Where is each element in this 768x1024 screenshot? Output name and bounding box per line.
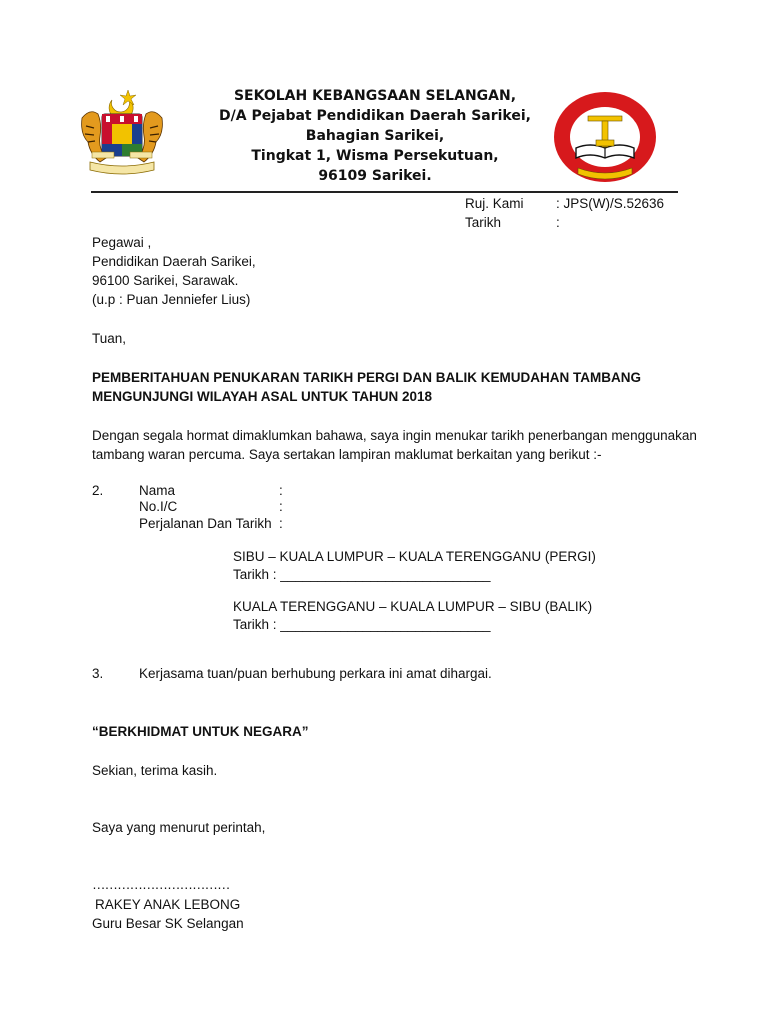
letterhead-divider	[91, 191, 678, 193]
body-paragraph-line: tambang waran percuma. Saya sertakan lampiran maklumat berkaitan yang berikut :-	[92, 447, 602, 462]
field-colon: :	[279, 516, 283, 531]
subject-line: MENGUNJUNGI WILAYAH ASAL UNTUK TAHUN 2018	[92, 389, 433, 404]
route-return: KUALA TERENGGANU – KUALA LUMPUR – SIBU (BALIK)	[233, 599, 593, 614]
address-line: 96109 Sarikei.	[318, 168, 432, 184]
malaysia-coat-of-arms-icon	[76, 86, 168, 178]
date-value: :	[556, 215, 560, 230]
ref-value: : JPS(W)/S.52636	[556, 196, 665, 211]
address-line: Bahagian Sarikei,	[305, 128, 445, 144]
item-number: 3.	[92, 666, 104, 681]
signature-line: ……………………………	[92, 877, 230, 892]
address-line: D/A Pejabat Pendidikan Daerah Sarikei,	[219, 108, 531, 124]
recipient-line: Pegawai ,	[92, 235, 152, 250]
route-return-date: Tarikh : ____________________________	[233, 617, 491, 632]
field-label: Perjalanan Dan Tarikh	[139, 516, 272, 531]
salutation: Tuan,	[92, 331, 127, 346]
route-outbound: SIBU – KUALA LUMPUR – KUALA TERENGGANU (PERGI)	[233, 549, 596, 564]
recipient-line: Pendidikan Daerah Sarikei,	[92, 254, 256, 269]
letterhead	[0, 0, 768, 200]
field-label: No.I/C	[139, 499, 178, 514]
school-name: SEKOLAH KEBANGSAAN SELANGAN,	[233, 88, 517, 104]
closing-thanks: Sekian, terima kasih.	[92, 763, 218, 778]
item-text: Kerjasama tuan/puan berhubung perkara ini amat dihargai.	[139, 666, 492, 681]
item-number: 2.	[92, 483, 104, 498]
motto: “BERKHIDMAT UNTUK NEGARA”	[92, 724, 309, 739]
body-paragraph-line: Dengan segala hormat dimaklumkan bahawa, saya ingin menukar tarikh penerbangan menggunakan	[92, 428, 697, 443]
field-colon: :	[279, 483, 283, 498]
field-colon: :	[279, 499, 283, 514]
route-outbound-date: Tarikh : ____________________________	[233, 567, 491, 582]
ref-label: Ruj. Kami	[465, 196, 524, 211]
recipient-line: 96100 Sarikei, Sarawak.	[92, 273, 239, 288]
recipient-line: (u.p : Puan Jenniefer Lius)	[92, 292, 251, 307]
field-label: Nama	[139, 483, 176, 498]
signatory-title: Guru Besar SK Selangan	[92, 916, 244, 931]
closing-order: Saya yang menurut perintah,	[92, 820, 266, 835]
signatory-name: RAKEY ANAK LEBONG	[95, 897, 241, 912]
subject-line: PEMBERITAHUAN PENUKARAN TARIKH PERGI DAN BALIK KEMUDAHAN TAMBANG	[92, 370, 641, 385]
date-label: Tarikh	[465, 215, 502, 230]
school-logo-icon	[552, 90, 658, 184]
address-line: Tingkat 1, Wisma Persekutuan,	[251, 148, 499, 164]
